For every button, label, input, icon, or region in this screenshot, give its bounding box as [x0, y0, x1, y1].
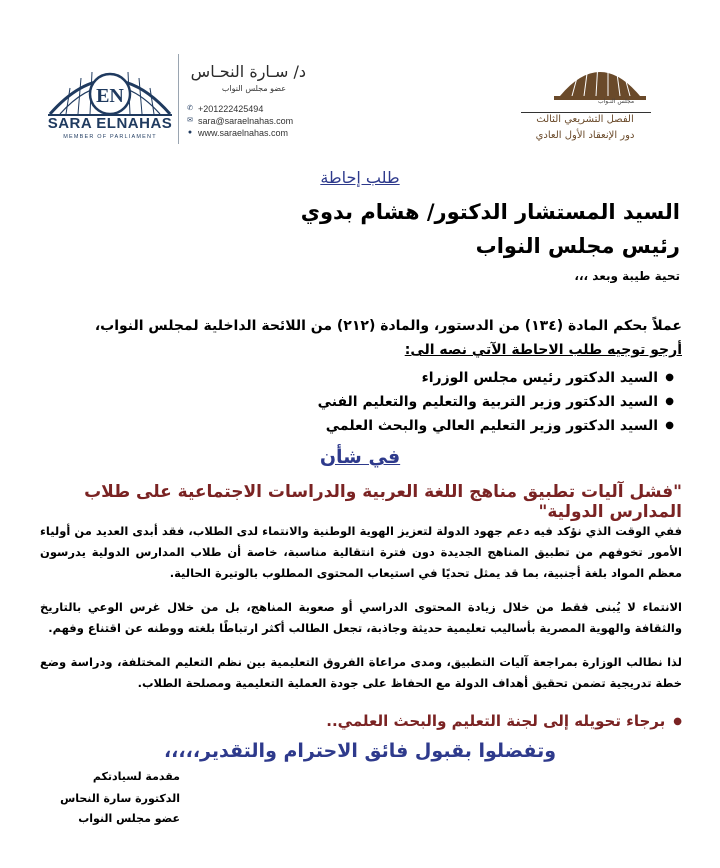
subject-line: "فشل آليات تطبيق مناهج اللغة العربية والدراسات الاجتماعية على طلاب المدارس الدولية"	[84, 482, 682, 522]
addressee: السيد المستشار الدكتور/ هشام بدوي	[300, 200, 680, 224]
contact-website: www.saraelnahas.com	[198, 128, 289, 138]
brand-name: SARA ELNAHAS	[47, 115, 173, 132]
email-icon: ✉	[187, 117, 193, 124]
parliament-divider	[521, 112, 651, 113]
recipient-list	[220, 366, 680, 438]
addressee-position: رئيس مجلس النواب	[475, 234, 680, 258]
bullet-icon: ●	[673, 716, 682, 727]
dome-emblem-icon	[44, 52, 176, 122]
referral-text: برجاء تحويله إلى لجنة التعليم والبحث العلمي..	[326, 712, 666, 730]
greeting: تحية طيبة وبعد ،،،	[574, 269, 680, 283]
body-paragraph: لذا نطالب الوزارة بمراجعة آليات التطبيق، ومدى مراعاة الفروق التعليمية بين نظم التعليم المختلفة، ودراسة وضع خطة تدريجية تضمن تحقيق أهداف الدولة مع الحفاظ على جودة العملية التعليمية ومصلحة الطلاب.	[40, 655, 682, 690]
document-title: طلب إحاطة	[320, 168, 400, 187]
signature-line: مقدمة لسيادتكم	[92, 770, 180, 783]
referral-request	[300, 712, 682, 730]
request-line: أرجو توجيه طلب الاحاطة الآتي نصه الى:	[404, 342, 682, 358]
subject-label: في شأن	[319, 446, 401, 468]
legislative-term: الفصل التشريعي الثالث	[536, 114, 634, 125]
signature-title: عضو مجلس النواب	[78, 812, 180, 825]
brand-subtitle: MEMBER OF PARLIAMENT	[63, 134, 157, 140]
contact-phone: +201222425494	[198, 104, 264, 114]
globe-icon: ●	[187, 129, 193, 136]
parliament-dome-icon	[530, 52, 670, 102]
body-paragraph: الانتماء لا يُبنى فقط من خلال زيادة المحتوى الدراسي أو صعوبة المناهج، بل من خلال غرس الوعي بالتاريخ والثقافة والهوية المصرية بأساليب تعليمية حديثة وجاذبة، تجعل الطالب أكثر ارتباطًا بلغته ووطنه عن اقتناع وفهم.	[40, 600, 682, 635]
header-divider	[178, 54, 179, 144]
parliament-caption: مجلس النـواب	[597, 98, 635, 105]
recipient-item: ● السيد الدكتور وزير التربية والتعليم والتعليم الفني	[220, 390, 680, 414]
recipient-item: ● السيد الدكتور رئيس مجلس الوزراء	[220, 366, 680, 390]
contact-email: sara@saraelnahas.com	[198, 116, 294, 126]
signature-name: الدكتورة سارة النحاس	[60, 792, 180, 805]
closing-line: وتفضلوا بقبول فائق الاحترام والتقدير،،،،،	[163, 740, 557, 762]
contact-email-row	[186, 116, 346, 126]
monogram-text: EN	[96, 85, 124, 107]
contact-phone-row	[186, 104, 346, 114]
body-paragraph: ففي الوقت الذي نؤكد فيه دعم جهود الدولة لتعزيز الهوية الوطنية والانتماء لدى الطلاب، فقد أبدى العديد من أولياء الأمور تخوفهم من تطبيق المناهج الجديدة دون فترة انتقالية مناسبة، خاصة أن طلاب المدارس الدولية يدرسون معظم المواد بلغة أجنبية، بما قد يمثل تحديًا في استيعاب المحتوى المطلوب بالوتيرة الحالية.	[40, 524, 682, 580]
recipient-item: ● السيد الدكتور وزير التعليم العالي والبحث العلمي	[220, 414, 680, 438]
contact-website-row	[186, 128, 346, 138]
phone-icon: ✆	[187, 105, 193, 112]
legal-reference: عملاً بحكم المادة (١٣٤) من الدستور، والمادة (٢١٢) من اللائحة الداخلية لمجلس النواب،	[94, 318, 682, 334]
contact-title: عضو مجلس النواب	[221, 84, 286, 93]
session-round: دور الإنعقاد الأول العادي	[535, 130, 635, 141]
contact-name: د/ سـارة النحـاس	[190, 62, 306, 81]
